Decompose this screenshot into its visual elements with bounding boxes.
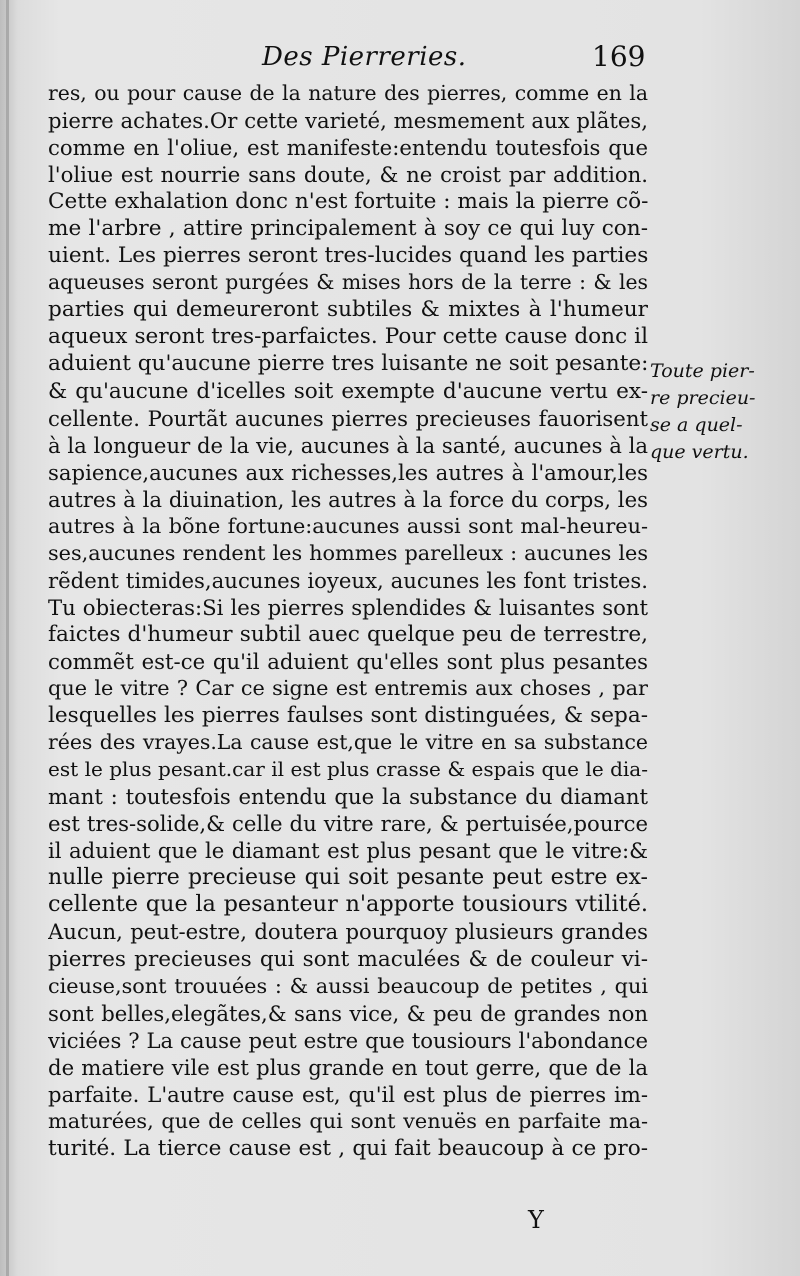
text-line: turité. La tierce cause est , qui fait beaucoup à ce pro- <box>48 1135 648 1161</box>
marginal-note-line: que vertu. <box>650 441 749 464</box>
text-line: autres à la diuination, les autres à la force du corps, les <box>48 486 648 512</box>
text-line: rẽdent timides,aucunes ioyeux, aucunes les font tristes. <box>48 567 648 593</box>
text-line: sont belles,elegãtes,& sans vice, & peu de grandes non <box>48 1000 648 1026</box>
text-line: res, ou pour cause de la nature des pierres, comme en la <box>48 81 648 105</box>
text-line: faictes d'humeur subtil auec quelque peu de terrestre, <box>48 621 648 647</box>
text-line: Cette exhalation donc n'est fortuite : mais la pierre cõ- <box>48 189 648 215</box>
text-line: Tu obiecteras:Si les pierres splendides & luisantes sont <box>48 594 648 620</box>
text-line: comme en l'oliue, est manifeste:entendu toutesfois que <box>48 135 648 161</box>
signature-mark: Y <box>528 1206 544 1234</box>
text-line: rées des vrayes.La cause est,que le vitre en sa substance <box>48 730 648 755</box>
text-line: est le plus pesant.car il est plus crasse & espais que le dia- <box>48 757 648 782</box>
text-line: nulle pierre precieuse qui soit pesante peut estre ex- <box>48 865 648 891</box>
text-line: aqueuses seront purgées & mises hors de la terre : & les <box>48 270 648 295</box>
text-line: pierre achates.Or cette varieté, mesmement aux plãtes, <box>48 108 648 134</box>
text-line: aqueux seront tres-parfaictes. Pour cette cause donc il <box>48 324 648 350</box>
marginal-note-line: Toute pier- <box>650 360 755 382</box>
text-line: cellente. Pourtãt aucunes pierres precieuses fauorisent <box>48 405 648 431</box>
text-line: me l'arbre , attire principalement à soy ce qui luy con- <box>48 216 648 242</box>
text-line: parfaite. L'autre cause est, qu'il est plus de pierres im- <box>48 1081 648 1107</box>
text-line: cellente que la pesanteur n'apporte tousiours vtilité. <box>48 891 648 918</box>
text-line: maturées, que de celles qui sont venuës en parfaite ma- <box>48 1108 648 1133</box>
text-line: viciées ? La cause peut estre que tousiours l'abondance <box>48 1027 648 1053</box>
marginal-note-line: re precieu- <box>650 387 756 410</box>
text-line: & qu'aucune d'icelles soit exempte d'aucune vertu ex- <box>48 378 648 404</box>
text-line: parties qui demeureront subtiles & mixtes à l'humeur <box>48 297 648 323</box>
text-line: il aduient que le diamant est plus pesant que le vitre:& <box>48 838 648 864</box>
marginal-note <box>650 358 790 466</box>
main-text-block <box>48 80 648 1162</box>
text-line: pierres precieuses qui sont maculées & de couleur vi- <box>48 946 648 972</box>
text-line: lesquelles les pierres faulses sont distinguées, & sepa- <box>48 703 648 729</box>
text-line: aduient qu'aucune pierre tres luisante ne soit pesante: <box>48 351 648 377</box>
binding-shadow <box>6 0 9 1276</box>
text-line: l'oliue est nourrie sans doute, & ne croist par addition. <box>48 162 648 188</box>
text-line: autres à la bõne fortune:aucunes aussi sont mal-heureu- <box>48 513 648 538</box>
text-line: cieuse,sont trouuées : & aussi beaucoup de petites , qui <box>48 973 648 998</box>
text-line: sapience,aucunes aux richesses,les autres à l'amour,les <box>48 459 648 485</box>
page-header <box>0 40 800 80</box>
text-line: Aucun, peut-estre, doutera pourquoy plusieurs grandes <box>48 919 648 945</box>
text-line: à la longueur de la vie, aucunes à la santé, aucunes à la <box>48 432 648 458</box>
text-line: mant : toutesfois entendu que la substance du diamant <box>48 784 648 810</box>
page-number: 169 <box>592 40 646 73</box>
text-line: est tres-solide,& celle du vitre rare, & pertuisée,pource <box>48 811 648 837</box>
text-line: uient. Les pierres seront tres-lucides quand les parties <box>48 243 648 269</box>
text-line: que le vitre ? Car ce signe est entremis aux choses , par <box>48 676 648 701</box>
running-title: Des Pierreries. <box>262 42 467 72</box>
marginal-note-line: se a quel- <box>650 414 743 437</box>
text-line: de matiere vile est plus grande en tout gerre, que de la <box>48 1054 648 1080</box>
text-line: commẽt est-ce qu'il aduient qu'elles sont plus pesantes <box>48 648 648 674</box>
text-line: ses,aucunes rendent les hommes parelleux : aucunes les <box>48 540 648 565</box>
